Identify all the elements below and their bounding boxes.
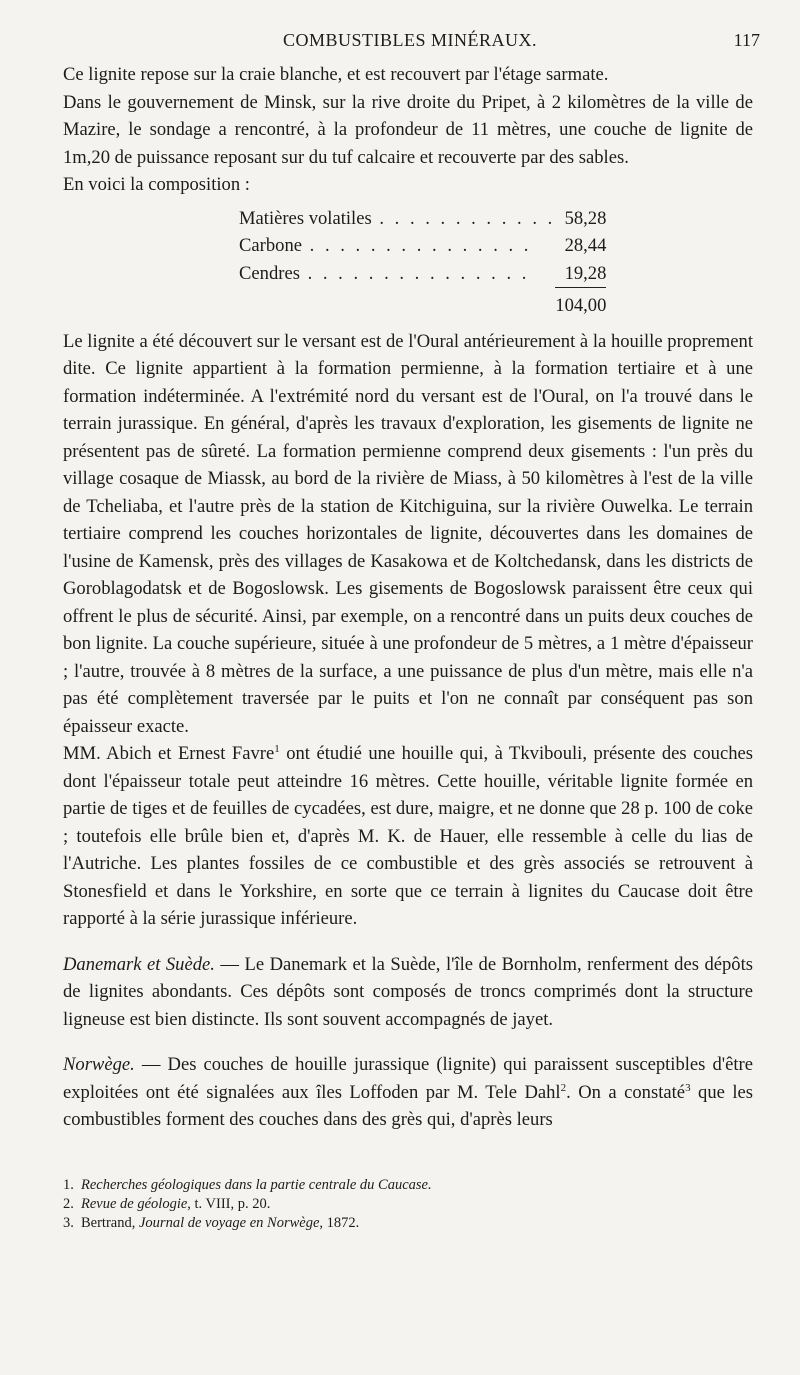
- paragraph-4: Le lignite a été découvert sur le versant est de l'Oural antérieurement à la houille proprement dite. Ce lignite appartient à la formation permienne, à la formation tertiaire et à une formation indéterminée. A l'extrémité nord du versant est de l'Oural, on l'a trouvé dans le terrain jurassique. En général, d'après les travaux d'exploration, les gisements de lignite ne présentent pas de sûreté. La formation permienne comprend deux gisements : l'un près du village cosaque de Miassk, au bord de la rivière de Miass, à 50 kilomètres à l'est de la ville de Tcheliaba, et l'autre près de la station de Kitchiguina, sur la rivière Ouwelka. Le terrain tertiaire comprend les couches horizontales de lignite, découvertes dans les domaines de l'usine de Kamensk, près des villages de Kasakowa et de Koltchedansk, dans les districts de Goroblagodatsk et de Bogoslowsk. Les gisements de Bogoslowsk paraissent être ceux qui offrent le plus de sécurité. Ainsi, par exemple, on a rencontré dans un puits deux couches de bon lignite. La couche supérieure, située à une profondeur de 5 mètres, a 1 mètre d'épaisseur ; l'autre, trouvée à 8 mètres de la surface, a une puissance de plus d'un mètre, mais elle n'a pas été complètement traversée par le puits et l'on ne connaît par conséquent pas son épaisseur exacte.: [63, 330, 753, 737]
- total-value: 104,00: [555, 288, 606, 320]
- paragraph-1: Ce lignite repose sur la craie blanche, et est recouvert par l'étage sarmate.: [63, 64, 609, 85]
- paragraph-6: [63, 951, 753, 1034]
- paragraph-7: [63, 1051, 753, 1134]
- row-label: Cendres: [239, 262, 300, 284]
- section-title-norwege: Norwège.: [63, 1054, 135, 1075]
- paragraph-7-part-c: que les combustibles forment des couches dans des grès qui, d'après leurs: [63, 1081, 753, 1130]
- footnote-author: Bertrand,: [81, 1215, 139, 1231]
- running-head: COMBUSTIBLES MINÉRAUX.: [282, 30, 538, 50]
- leader-dots: . . . . . . . . . . . . . . .: [302, 235, 532, 256]
- paragraph-5-rest: ont étudié une houille qui, à Tkvibouli, présente des couches dont l'épaisseur totale peut atteindre 16 mètres. Cette houille, véritable lignite formée en partie de tiges et de feuilles de cycadées, est dure, maigre, et ne donne que 28 p. 100 de coke ; toutefois elle brûle bien et, d'après M. K. de Hauer, elle ressemble à celle du lias de l'Autriche. Les plantes fossiles de ce combustible et des grès associés se retrouvent à Stonesfield et dans le Yorkshire, en sorte que ce terrain à lignites du Caucase doit être rapporté à la série jurassique inférieure.: [63, 743, 754, 929]
- footnote-rest: , t. VIII, p. 20.: [187, 1196, 271, 1212]
- footnote-ref: 2: [560, 1081, 567, 1094]
- footnote-number: 3.: [63, 1215, 74, 1231]
- paragraph-3: En voici la composition :: [63, 174, 250, 195]
- paragraph-6-body: — Le Danemark et la Suède, l'île de Bornholm, renferment des dépôts de lignites abondants. Ces dépôts sont composés de troncs comprimés dont la structure ligneuse est bien distincte. Ils sont souvent accompagnés de jayet.: [63, 953, 753, 1030]
- row-label: Matières volatiles: [239, 207, 372, 229]
- footnote-ref: 3: [685, 1081, 691, 1094]
- page-number: 117: [733, 30, 760, 50]
- spacer: [63, 1033, 753, 1051]
- section-title-danemark: Danemark et Suède.: [63, 953, 215, 975]
- row-label: Carbone: [239, 235, 302, 256]
- paragraph-2-text: Dans le gouvernement de Minsk, sur la rive droite du Pripet, à 2 kilomètres de la ville de Mazire, le sondage a rencontré, à la profondeur de 11 mètres, une couche de lignite de 1m,20 de puissance reposant sur du tuf calcaire et recouverte par des sables.: [63, 91, 753, 168]
- paragraph-2: [63, 89, 753, 172]
- row-value: 28,44: [564, 235, 607, 256]
- table-row: [239, 232, 606, 260]
- table-row: [239, 260, 606, 288]
- paragraph-5-start: MM. Abich et Ernest Favre: [63, 743, 275, 764]
- spacer: [63, 933, 753, 951]
- footnote-1: [63, 1176, 753, 1195]
- body-text: [63, 61, 753, 1134]
- footnote-rest: , 1872.: [319, 1215, 360, 1231]
- footnote-number: 2.: [63, 1196, 74, 1212]
- table-total-row: [239, 288, 606, 320]
- paragraph-7-part-b: . On a constaté: [566, 1081, 686, 1103]
- footnotes: [63, 1176, 753, 1233]
- footnote-2: [63, 1195, 753, 1214]
- page-header: [60, 30, 760, 54]
- leader-dots: . . . . . . . . . . . .: [371, 207, 556, 229]
- row-value: 58,28: [564, 207, 607, 229]
- table-row: [239, 205, 606, 233]
- footnote-ref: 1: [274, 742, 280, 755]
- footnote-title: Revue de géologie: [81, 1196, 188, 1212]
- paragraph-5: [63, 740, 753, 933]
- composition-table: [239, 205, 606, 320]
- footnote-number: 1.: [63, 1177, 74, 1193]
- footnote-3: [63, 1214, 753, 1233]
- footnote-title: Journal de voyage en Norwège: [138, 1215, 320, 1231]
- footnote-title: Recherches géologiques dans la partie centrale du Caucase.: [81, 1177, 432, 1193]
- row-value: 19,28: [564, 262, 607, 284]
- leader-dots: . . . . . . . . . . . . . . .: [299, 262, 530, 284]
- paragraph-7-part-a: — Des couches de houille jurassique (lignite) qui paraissent susceptibles d'être exploitées ont été signalées aux îles Loffoden par M. Tele Dahl: [63, 1054, 753, 1103]
